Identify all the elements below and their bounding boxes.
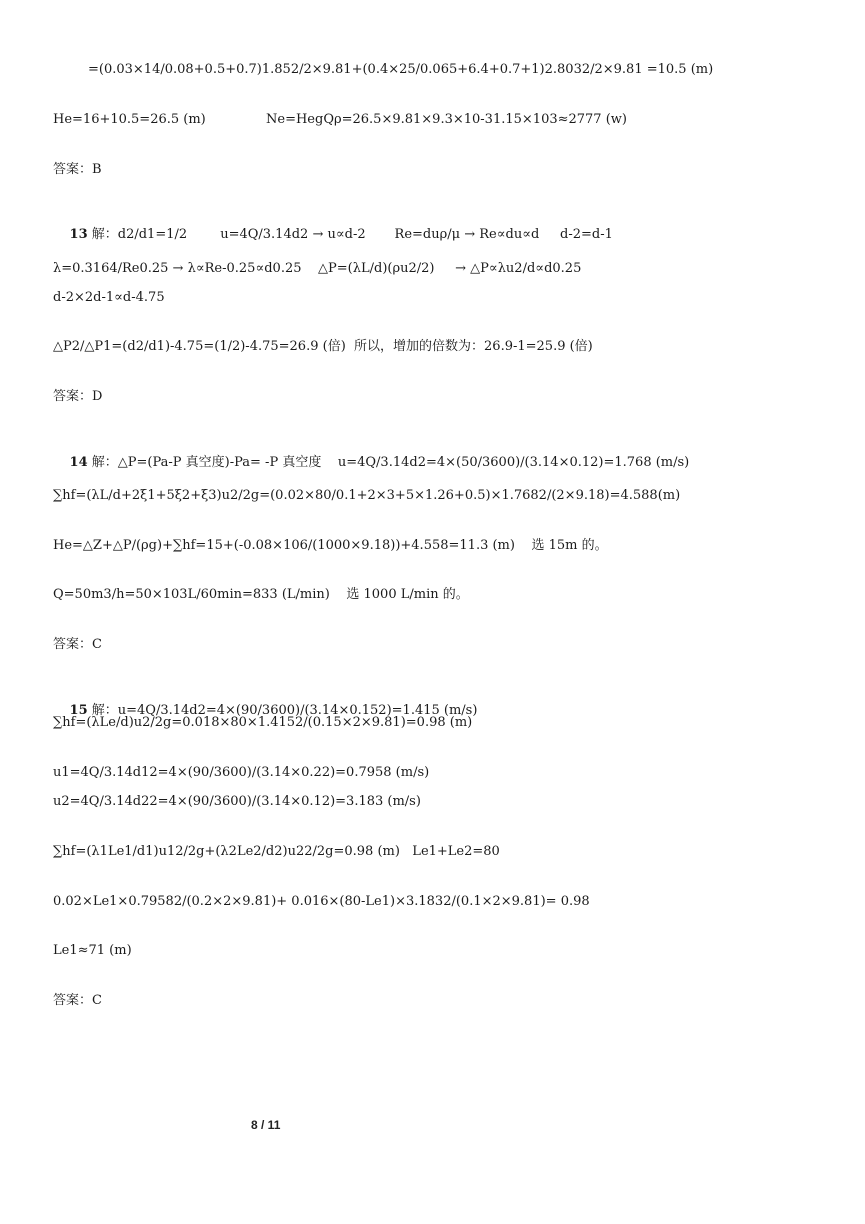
- formula-line: ∑hf=(λL/d+2ξ1+5ξ2+ξ3)u2/2g=(0.02×80/0.1+2×3+5×1.26+0.5)×1.7682/(2×9.18)=4.588(m): [53, 488, 681, 503]
- question-number: 14: [69, 455, 88, 470]
- formula-line: △P2/△P1=(d2/d1)-4.75=(1/2)-4.75=26.9 (倍) 所以，增加的倍数为：26.9-1=25.9 (倍): [53, 339, 593, 354]
- formula-line: ∑hf=(λLe/d)u2/2g=0.018×80×1.4152/(0.15×2×9.81)=0.98 (m): [53, 715, 473, 730]
- formula-line: Q=50m3/h=50×103L/60min=833 (L/min) 选 1000 L/min 的。: [53, 587, 469, 602]
- question-number: 15: [69, 703, 88, 718]
- answer-line: 答案：B: [53, 162, 102, 177]
- page-number: 8 / 11: [251, 1118, 281, 1132]
- formula-line: =(0.03×14/0.08+0.5+0.7)1.852/2×9.81+(0.4×25/0.065+6.4+0.7+1)2.8032/2×9.81 =10.5 (m): [88, 62, 714, 77]
- answer-line: 答案：C: [53, 993, 102, 1008]
- formula-line: Ne=HegQρ=26.5×9.81×9.3×10-31.15×103≈2777 (w): [266, 112, 627, 127]
- formula-line: Le1≈71 (m): [53, 943, 132, 958]
- formula-line: d-2×2d-1∝d-4.75: [53, 290, 165, 305]
- formula-line: He=16+10.5=26.5 (m): [53, 112, 206, 127]
- formula-line: ∑hf=(λ1Le1/d1)u12/2g+(λ2Le2/d2)u22/2g=0.98 (m) Le1+Le2=80: [53, 844, 500, 859]
- question-text: 解：d2/d1=1/2 u=4Q/3.14d2 → u∝d-2 Re=duρ/μ → Re∝du∝d d-2=d-1: [87, 227, 613, 242]
- answer-line: 答案：C: [53, 637, 102, 652]
- question-number: 13: [69, 227, 88, 242]
- question-13-line: [53, 211, 613, 259]
- formula-line: λ=0.3164/Re0.25 → λ∝Re-0.25∝d0.25 △P=(λL/d)(ρu2/2) → △P∝λu2/d∝d0.25: [53, 261, 582, 276]
- question-text: 解：u=4Q/3.14d2=4×(90/3600)/(3.14×0.152)=1.415 (m/s): [87, 703, 478, 718]
- formula-line: u2=4Q/3.14d22=4×(90/3600)/(3.14×0.12)=3.183 (m/s): [53, 794, 421, 809]
- formula-line: He=△Z+△P/(ρg)+∑hf=15+(-0.08×106/(1000×9.18))+4.558=11.3 (m) 选 15m 的。: [53, 538, 608, 553]
- formula-line: 0.02×Le1×0.79582/(0.2×2×9.81)+ 0.016×(80-Le1)×3.1832/(0.1×2×9.81)= 0.98: [53, 894, 590, 909]
- answer-line: 答案：D: [53, 389, 103, 404]
- question-14-line: [53, 439, 689, 487]
- formula-line: u1=4Q/3.14d12=4×(90/3600)/(3.14×0.22)=0.7958 (m/s): [53, 765, 430, 780]
- question-text: 解：△P=(Pa-P 真空度)-Pa= -P 真空度 u=4Q/3.14d2=4×(50/3600)/(3.14×0.12)=1.768 (m/s): [87, 455, 690, 470]
